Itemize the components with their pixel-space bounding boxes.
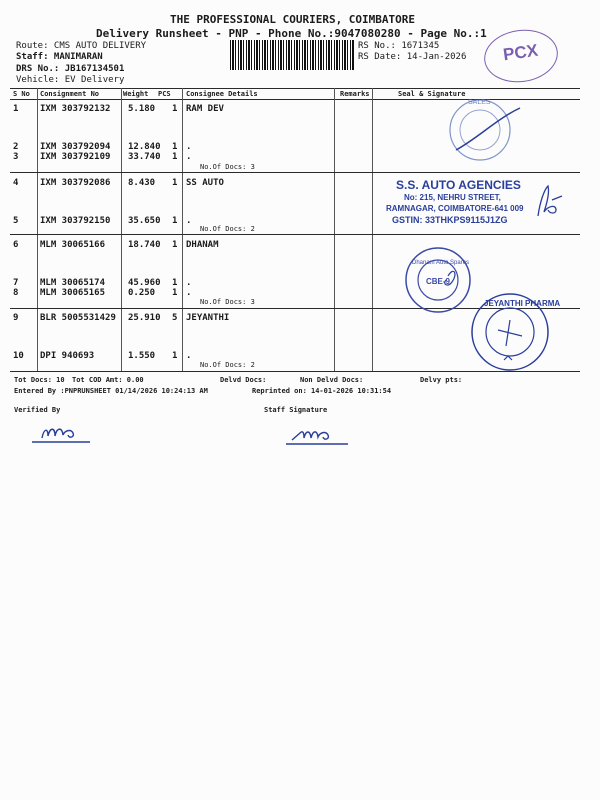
row-pcs: 1: [172, 152, 178, 162]
group-rule: [10, 234, 580, 235]
row-weight: 18.740: [128, 240, 161, 250]
pcx-stamp: [481, 25, 562, 87]
row-weight: 8.430: [128, 178, 156, 188]
row-consignee: .: [186, 278, 192, 288]
group-rule: [10, 172, 580, 173]
row-consignee: .: [186, 351, 192, 361]
row-consignee: JEYANTHI: [186, 313, 230, 323]
row-consignment: IXM 303792109: [40, 152, 111, 162]
row-consignee: .: [186, 152, 192, 162]
col-divider: [372, 88, 373, 372]
row-pcs: 1: [172, 288, 178, 298]
row-weight: 33.740: [128, 152, 161, 162]
col-divider: [182, 88, 183, 372]
row-consignment: IXM 303792132: [40, 104, 111, 114]
rs-date: RS Date: 14-Jan-2026: [358, 52, 467, 62]
row-weight: 12.840: [128, 142, 161, 152]
row-consignee: RAM DEV: [186, 104, 224, 114]
entered-by: Entered By :PNPRUNSHEET 01/14/2026 10:24:13 AM: [14, 387, 208, 395]
seal-1-text: SALES: [468, 99, 491, 106]
row-pcs: 1: [172, 142, 178, 152]
row-consignment: DPI 940693: [40, 351, 95, 361]
barcode: [230, 40, 354, 70]
jeyanthi-ring-text: JEYANTHI PHARMA: [484, 299, 561, 308]
no-of-docs: No.Of Docs: 3: [200, 298, 255, 306]
row-consignee: .: [186, 142, 192, 152]
row-sno: 2: [13, 142, 19, 152]
ss-auto-gstin: GSTIN: 33THKPS9115J1ZG: [392, 215, 508, 225]
staff: Staff: MANIMARAN: [16, 52, 103, 62]
row-sno: 6: [13, 240, 19, 250]
non-delvd-docs: Non Delvd Docs:: [300, 376, 364, 384]
row-sno: 10: [13, 351, 24, 361]
row-sno: 4: [13, 178, 19, 188]
route: Route: CMS AUTO DELIVERY: [16, 41, 147, 51]
dhanam-stamp: [402, 244, 474, 316]
staff-handwritten-signature: [282, 420, 354, 448]
row-pcs: 5: [172, 313, 178, 323]
drs-no: DRS No.: JB167134501: [16, 64, 125, 74]
row-sno: 9: [13, 313, 19, 323]
row-pcs: 1: [172, 178, 178, 188]
company-title: THE PROFESSIONAL COURIERS, COIMBATORE: [170, 13, 416, 26]
no-of-docs: No.Of Docs: 3: [200, 163, 255, 171]
row-pcs: 1: [172, 104, 178, 114]
row-consignment: IXM 303792150: [40, 216, 111, 226]
jeyanthi-stamp: [468, 290, 561, 374]
col-pcs: PCS: [158, 90, 171, 98]
row-weight: 45.960: [128, 278, 161, 288]
row-consignee: .: [186, 288, 192, 298]
row-consignment: BLR 5005531429: [40, 313, 116, 323]
row-consignment: MLM 30065165: [40, 288, 106, 298]
rs-no: RS No.: 1671345: [358, 41, 440, 51]
reprinted-on: Reprinted on: 14-01-2026 10:31:54: [252, 387, 392, 395]
ss-auto-address-1: No: 215, NEHRU STREET,: [404, 193, 501, 202]
ss-auto-signature: [530, 182, 566, 220]
vehicle: Vehicle: EV Delivery: [16, 75, 125, 85]
row-sno: 3: [13, 152, 19, 162]
row-sno: 7: [13, 278, 19, 288]
row-pcs: 1: [172, 216, 178, 226]
dhanam-ring-text: Dhanam Auto Spares: [412, 260, 470, 266]
col-divider: [121, 88, 122, 372]
row-weight: 25.910: [128, 313, 161, 323]
ss-auto-name: S.S. AUTO AGENCIES: [396, 178, 521, 192]
no-of-docs: No.Of Docs: 2: [200, 361, 255, 369]
delvd-docs: Delvd Docs:: [220, 376, 267, 384]
pcx-stamp-text: PCX: [501, 40, 540, 65]
col-sno: S No: [13, 90, 30, 98]
col-weight: Weight: [123, 90, 149, 98]
tot-cod: Tot COD Amt: 0.00: [72, 376, 144, 384]
row-sno: 5: [13, 216, 19, 226]
delvy-pts: Delvy pts:: [420, 376, 463, 384]
col-consignee: Consignee Details: [186, 90, 258, 98]
row-weight: 1.550: [128, 351, 156, 361]
row-weight: 35.650: [128, 216, 161, 226]
row-weight: 0.250: [128, 288, 156, 298]
dhanam-center-text: CBE-9: [426, 277, 451, 286]
seal-stamp-1: [428, 88, 528, 166]
row-consignment: IXM 303792086: [40, 178, 111, 188]
row-consignee: SS AUTO: [186, 178, 224, 188]
row-consignee: DHANAM: [186, 240, 219, 250]
verifier-signature: [28, 418, 98, 446]
col-remarks: Remarks: [340, 90, 370, 98]
row-consignment: MLM 30065174: [40, 278, 106, 288]
staff-signature: Staff Signature: [264, 406, 328, 414]
row-pcs: 1: [172, 351, 178, 361]
row-pcs: 1: [172, 278, 178, 288]
ss-auto-address-2: RAMNAGAR, COIMBATORE-641 009: [386, 204, 524, 213]
row-consignment: IXM 303792094: [40, 142, 111, 152]
row-weight: 5.180: [128, 104, 156, 114]
col-consignment: Consignment No: [40, 90, 100, 98]
verified-by: Verified By: [14, 406, 61, 414]
col-divider: [334, 88, 335, 372]
col-seal: Seal & Signature: [398, 90, 466, 98]
row-sno: 8: [13, 288, 19, 298]
row-consignee: .: [186, 216, 192, 226]
row-consignment: MLM 30065166: [40, 240, 106, 250]
runsheet-subtitle: Delivery Runsheet - PNP - Phone No.:9047080280 - Page No.:1: [96, 27, 487, 40]
row-sno: 1: [13, 104, 19, 114]
no-of-docs: No.Of Docs: 2: [200, 225, 255, 233]
tot-docs: Tot Docs: 10: [14, 376, 65, 384]
col-divider: [37, 88, 38, 372]
row-pcs: 1: [172, 240, 178, 250]
